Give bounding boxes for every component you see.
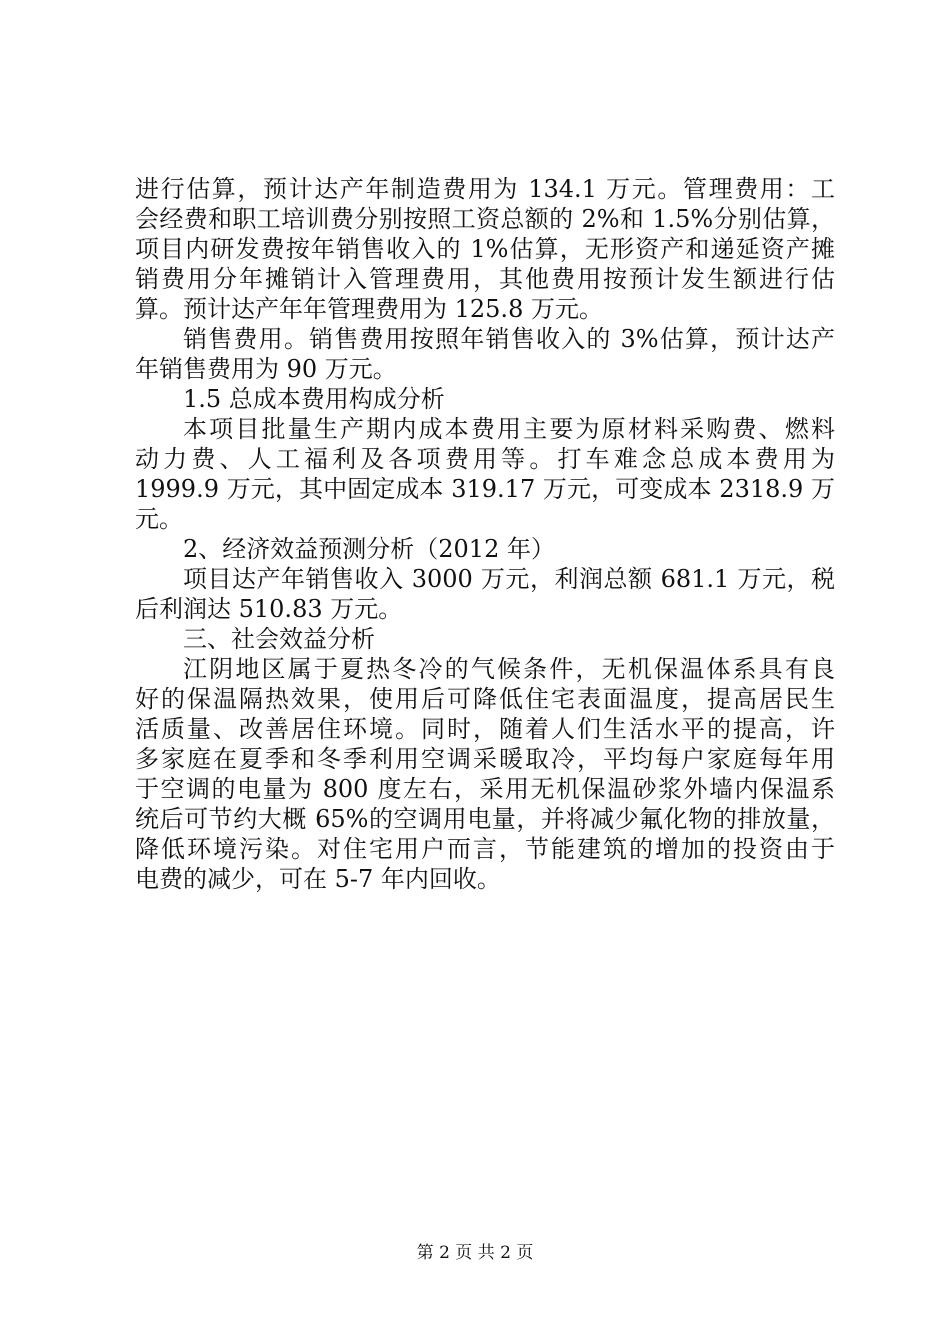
text-line: 销售费用。销售费用按照年销售收入的 3%估算，预计达产 <box>183 325 835 353</box>
text-line: 电费的减少，可在 5-7 年内回收。 <box>135 865 501 893</box>
text-line: 算。预计达产年年管理费用为 125.8 万元。 <box>135 295 603 323</box>
text-line: 1999.9 万元，其中固定成本 319.17 万元，可变成本 2318.9 万 <box>135 475 835 503</box>
text-line: 进行估算，预计达产年制造费用为 134.1 万元。管理费用：工 <box>135 175 835 203</box>
text-line: 统后可节约大概 65%的空调用电量，并将减少氟化物的排放量， <box>135 805 835 833</box>
text-line: 年销售费用为 90 万元。 <box>135 355 397 383</box>
text-line: 动力费、人工福利及各项费用等。打车难念总成本费用为 <box>135 445 835 473</box>
text-line: 项目达产年销售收入 3000 万元，利润总额 681.1 万元，税 <box>183 565 835 593</box>
page-footer: 第 2 页 共 2 页 <box>416 1243 534 1263</box>
text-line: 会经费和职工培训费分别按照工资总额的 2%和 1.5%分别估算， <box>135 205 835 233</box>
text-line: 后利润达 510.83 万元。 <box>135 595 403 623</box>
text-line: 于空调的电量为 800 度左右，采用无机保温砂浆外墙内保温系 <box>135 775 835 803</box>
section-heading: 2、经济效益预测分析（2012 年） <box>183 535 555 563</box>
section-heading: 三、社会效益分析 <box>183 625 375 653</box>
text-line: 江阴地区属于夏热冬冷的气候条件，无机保温体系具有良 <box>183 655 835 683</box>
text-line: 项目内研发费按年销售收入的 1%估算，无形资产和递延资产摊 <box>135 235 835 263</box>
section-heading: 1.5 总成本费用构成分析 <box>183 385 445 413</box>
text-line: 销费用分年摊销计入管理费用，其他费用按预计发生额进行估 <box>135 265 835 293</box>
text-line: 活质量、改善居住环境。同时，随着人们生活水平的提高，许 <box>135 715 835 743</box>
text-line: 元。 <box>135 505 183 533</box>
text-line: 好的保温隔热效果，使用后可降低住宅表面温度，提高居民生 <box>135 685 835 713</box>
text-line: 多家庭在夏季和冬季利用空调采暖取冷，平均每户家庭每年用 <box>135 745 835 773</box>
text-line: 降低环境污染。对住宅用户而言，节能建筑的增加的投资由于 <box>135 835 835 863</box>
document-body <box>135 174 835 894</box>
text-line: 本项目批量生产期内成本费用主要为原材料采购费、燃料 <box>183 415 835 443</box>
